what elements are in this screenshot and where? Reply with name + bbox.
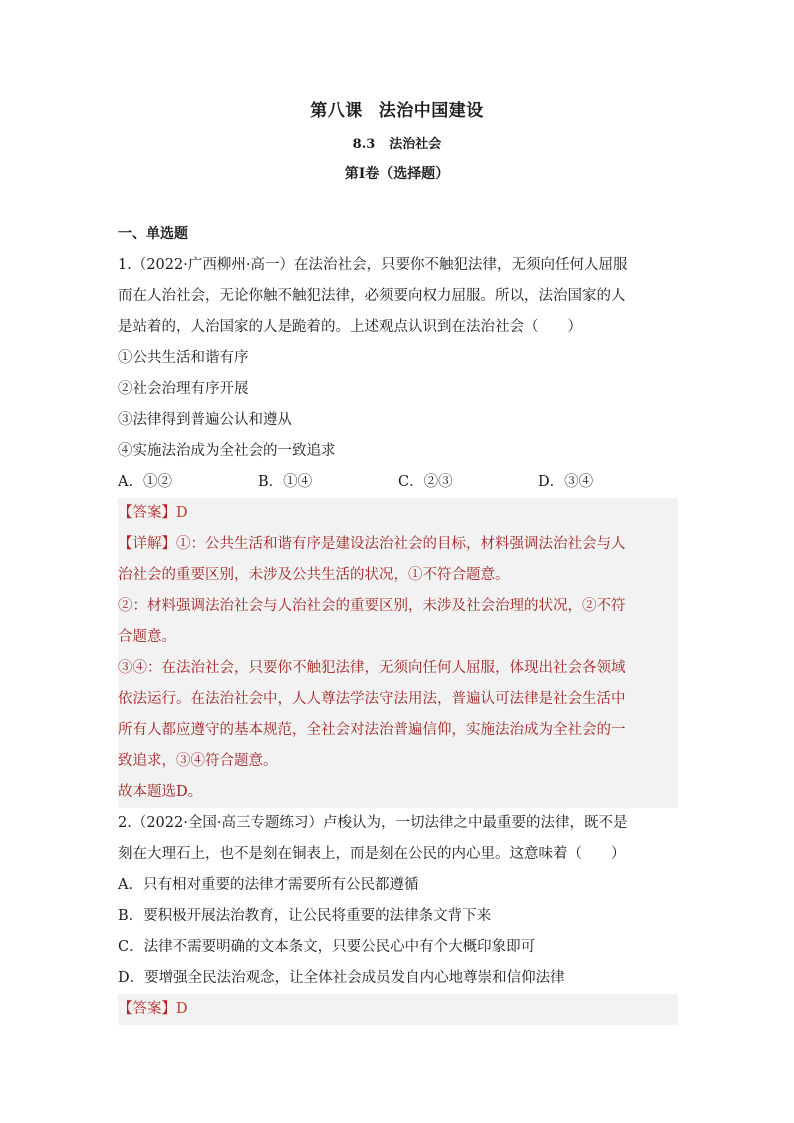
q1-answer-block xyxy=(118,498,678,808)
q1-detail-line xyxy=(118,529,678,560)
q2-answer-block xyxy=(118,994,678,1025)
lesson-name: 法治中国建设 xyxy=(378,101,484,121)
q1-statement: ①公共生活和谐有序 xyxy=(118,350,249,366)
q1-detail-line: 所有人都应遵守的基本规范，全社会对法治普遍信仰，实施法治成为全社会的一 xyxy=(118,722,626,738)
section-number: 8.3 xyxy=(352,137,376,152)
q1-stem-line: 而在人治社会，无论你触不触犯法律，必须要向权力屈服。所以，法治国家的人 xyxy=(118,288,626,304)
q1-statement: ③法律得到普遍公认和遵从 xyxy=(118,412,292,428)
part-heading: 一、单选题 xyxy=(118,226,188,242)
q2-stem-line: 刻在大理石上，也不是刻在铜表上，而是刻在公民的内心里。这意味着（ ） xyxy=(118,846,626,862)
q1-detail-line: ③④：在法治社会，只要你不触犯法律，无须向任何人屈服，体现出社会各领域 xyxy=(118,660,626,676)
answer-label: 【答案】 xyxy=(118,505,176,521)
q2-option-a: A．只有相对重要的法律才需要所有公民都遵循 xyxy=(118,877,419,893)
q1-detail-line: 致追求，③④符合题意。 xyxy=(118,753,278,769)
detail-text: ①：公共生活和谐有序是建设法治社会的目标，材料强调法治社会与人 xyxy=(176,536,626,552)
section-title xyxy=(0,133,794,152)
answer-label: 【答案】 xyxy=(118,1001,176,1017)
lesson-title xyxy=(0,96,794,121)
q1-detail-line: 合题意。 xyxy=(118,629,176,645)
lesson-number: 第八课 xyxy=(310,101,363,121)
q2-answer xyxy=(118,994,678,1025)
q1-detail-line: 治社会的重要区别，未涉及公共生活的状况，①不符合题意。 xyxy=(118,567,510,583)
q1-detail-line: ②：材料强调法治社会与人治社会的重要区别，未涉及社会治理的状况，②不符 xyxy=(118,598,626,614)
q1-conclusion: 故本题选D。 xyxy=(118,784,203,800)
detail-label: 【详解】 xyxy=(118,536,176,552)
q1-detail-line: 依法运行。在法治社会中，人人尊法学法守法用法，普遍认可法律是社会生活中 xyxy=(118,691,626,707)
question-content xyxy=(118,220,678,1025)
q1-statement: ④实施法治成为全社会的一致追求 xyxy=(118,443,336,459)
q1-option-a: A．①② xyxy=(118,474,172,490)
q2-stem-line: 2.（2022·全国·高三专题练习）卢梭认为，一切法律之中最重要的法律，既不是 xyxy=(118,815,628,831)
answer-value: D xyxy=(176,1001,188,1017)
question-1 xyxy=(118,250,678,808)
q1-option-b: B．①④ xyxy=(258,474,313,490)
q2-option-c: C．法律不需要明确的文本条文，只要公民心中有个大概印象即可 xyxy=(118,939,536,955)
section-name: 法治社会 xyxy=(389,137,442,152)
q1-stem-line: 是站着的，人治国家的人是跪着的。上述观点认识到在法治社会（ ） xyxy=(118,319,582,335)
volume-heading: 第I卷（选择题） xyxy=(344,166,450,182)
q2-option-d: D．要增强全民法治观念，让全体社会成员发自内心地尊崇和信仰法律 xyxy=(118,970,565,986)
q1-answer xyxy=(118,498,678,529)
q1-options xyxy=(118,467,678,498)
question-2 xyxy=(118,808,678,1025)
q2-option-b: B．要积极开展法治教育，让公民将重要的法律条文背下来 xyxy=(118,908,492,924)
q1-statement: ②社会治理有序开展 xyxy=(118,381,249,397)
q1-option-d: D．③④ xyxy=(538,474,594,490)
answer-value: D xyxy=(176,505,188,521)
q1-option-c: C．②③ xyxy=(398,474,453,490)
q1-stem-line: 1.（2022·广西柳州·高一）在法治社会，只要你不触犯法律，无须向任何人屈服 xyxy=(118,257,628,273)
